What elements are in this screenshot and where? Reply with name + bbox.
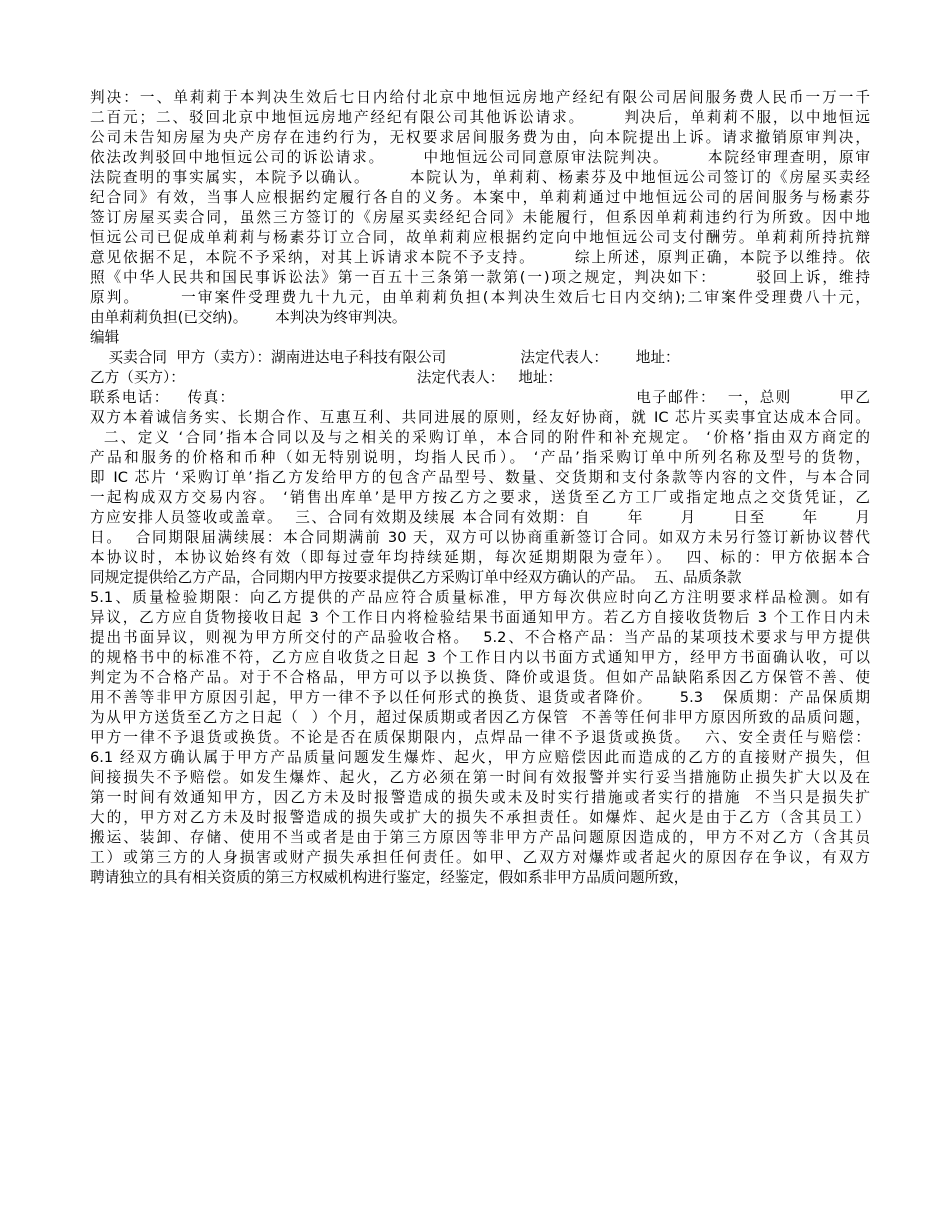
text-line: 大的，甲方对乙方未及时报警造成的损失或扩大的损失不承担责任。如爆炸、起火是由于乙方（含其员工） <box>90 809 870 826</box>
text-line: 乙方（买方）： 法定代表人： 地址： <box>90 369 563 386</box>
text-line: 本协议时，本协议始终有效（即每过壹年均持续延期，每次延期期限为壹年）。 四、标的：甲方依据本合 <box>90 549 870 566</box>
text-line: 提出书面异议，则视为甲方所交付的产品验收合格。 5.2、不合格产品：当产品的某项技术要求与甲方提供 <box>90 629 870 646</box>
text-line: 二、定义 ‘合同’指本合同以及与之相关的采购订单，本合同的附件和补充规定。 ‘价格’指由双方商定的 <box>90 429 870 446</box>
text-line: 依法改判驳回中地恒远公司的诉讼请求。 中地恒远公司同意原审法院判决。 本院经审理查明，原审 <box>90 149 870 166</box>
text-line: 的规格书中的标准不符，乙方应自收货之日起 3 个工作日内以书面方式通知甲方，经甲方书面确认收，可以 <box>90 649 870 666</box>
text-line: 联系电话： 传真： 电子邮件： 一，总则 甲乙 <box>90 389 870 406</box>
text-line: 工）或第三方的人身损害或财产损失承担任何责任。如甲、乙双方对爆炸或者起火的原因存在争议，有双方 <box>90 849 870 866</box>
text-line: 方应安排人员签收或盖章。 三、合同有效期及续展 本合同有效期：自 年 月 日至 年 月 <box>90 509 870 526</box>
text-line: 编辑 <box>90 329 120 346</box>
text-line: 纪合同》有效，当事人应根据约定履行各自的义务。本案中，单莉莉通过中地恒远公司的居间服务与杨素芬 <box>90 189 870 206</box>
text-line: 意见依据不足，本院不予采纳，对其上诉请求本院不予支持。 综上所述，原判正确，本院予以维持。依 <box>90 249 870 266</box>
text-line: 照《中华人民共和国民事诉讼法》第一百五十三条第一款第(一)项之规定，判决如下： 驳回上诉，维持 <box>90 269 870 286</box>
text-line: 日。 合同期限届满续展：本合同期满前 30 天，双方可以协商重新签订合同。如双方未另行签订新协议替代 <box>90 529 870 546</box>
text-line: 二百元；二、驳回北京中地恒远房地产经纪有限公司其他诉讼请求。 判决后，单莉莉不服，以中地恒远 <box>90 109 870 126</box>
text-line: 搬运、装卸、存储、使用不当或者是由于第三方原因等非甲方产品问题原因造成的，甲方不对乙方（含其员 <box>90 829 870 846</box>
text-line: 异议，乙方应自货物接收日起 3 个工作日内将检验结果书面通知甲方。若乙方自接收货物后 3 个工作日内未 <box>90 609 870 626</box>
text-line: 5.1、质量检验期限：向乙方提供的产品应符合质量标准，甲方每次供应时向乙方注明要求样品检测。如有 <box>90 589 870 606</box>
text-line: 原判。 一审案件受理费九十九元，由单莉莉负担(本判决生效后七日内交纳);二审案件受理费八十元， <box>90 289 870 306</box>
text-line: 间接损失不予赔偿。如发生爆炸、起火，乙方必须在第一时间有效报警并实行妥当措施防止损失扩大以及在 <box>90 769 870 786</box>
text-line: 恒远公司已促成单莉莉与杨素芬订立合同，故单莉莉应根据约定向中地恒远公司支付酬劳。单莉莉所持抗辩 <box>90 229 870 246</box>
text-line: 同规定提供给乙方产品，合同期内甲方按要求提供乙方采购订单中经双方确认的产品。 五、品质条款 <box>90 569 742 586</box>
text-line: 双方本着诚信务实、长期合作、互惠互利、共同进展的原则，经友好协商，就 IC 芯片买卖事宜达成本合同。 <box>90 409 870 426</box>
text-line: 签订房屋买卖合同，虽然三方签订的《房屋买卖经纪合同》未能履行，但系因单莉莉违约行为所致。因中地 <box>90 209 870 226</box>
text-line: 聘请独立的具有相关资质的第三方权威机构进行鉴定，经鉴定，假如系非甲方品质问题所致， <box>90 869 689 886</box>
text-line: 用不善等非甲方原因引起，甲方一律不予以任何形式的换货、退货或者降价。 5.3 保质期：产品保质期 <box>90 689 870 706</box>
text-line: 6.1 经双方确认属于甲方产品质量问题发生爆炸、起火，甲方应赔偿因此而造成的乙方的直接财产损失，但 <box>90 749 870 766</box>
text-line: 一起构成双方交易内容。 ‘销售出库单’是甲方按乙方之要求，送货至乙方工厂或指定地点之交货凭证，乙 <box>90 489 870 506</box>
text-line: 判定为不合格产品。对于不合格品，甲方可以予以换货、降价或退货。但如产品缺陷系因乙方保管不善、使 <box>90 669 870 686</box>
text-line: 买卖合同 甲方（卖方）：湖南进达电子科技有限公司 法定代表人： 地址： <box>90 349 680 366</box>
text-line: 判决：一、单莉莉于本判决生效后七日内给付北京中地恒远房地产经纪有限公司居间服务费人民币一万一千 <box>90 89 870 106</box>
text-line: 公司未告知房屋为央产房存在违约行为，无权要求居间服务费为由，向本院提出上诉。请求撤销原审判决， <box>90 129 870 146</box>
text-line: 即 IC 芯片 ‘采购订单’指乙方发给甲方的包含产品型号、数量、交货期和支付条款等内容的文件，与本合同 <box>90 469 870 486</box>
text-line: 产品和服务的价格和币种（如无特别说明，均指人民币）。 ‘产品’指采购订单中所列名称及型号的货物， <box>90 449 870 466</box>
text-line: 为从甲方送货至乙方之日起（ ）个月，超过保质期或者因乙方保管 不善等任何非甲方原因所致的品质问题， <box>90 709 870 726</box>
text-line: 法院查明的事实属实，本院予以确认。 本院认为，单莉莉、杨素芬及中地恒远公司签订的《房屋买卖经 <box>90 169 870 186</box>
text-line: 由单莉莉负担(已交纳)。 本判决为终审判决。 <box>90 309 407 326</box>
text-line: 第一时间有效通知甲方，因乙方未及时报警造成的损失或未及时实行措施或者实行的措施 不当只是损失扩 <box>90 789 870 806</box>
text-line: 甲方一律不予退货或换货。不论是否在质保期限内，点焊品一律不予退货或换货。 六、安全责任与赔偿： <box>90 729 870 746</box>
